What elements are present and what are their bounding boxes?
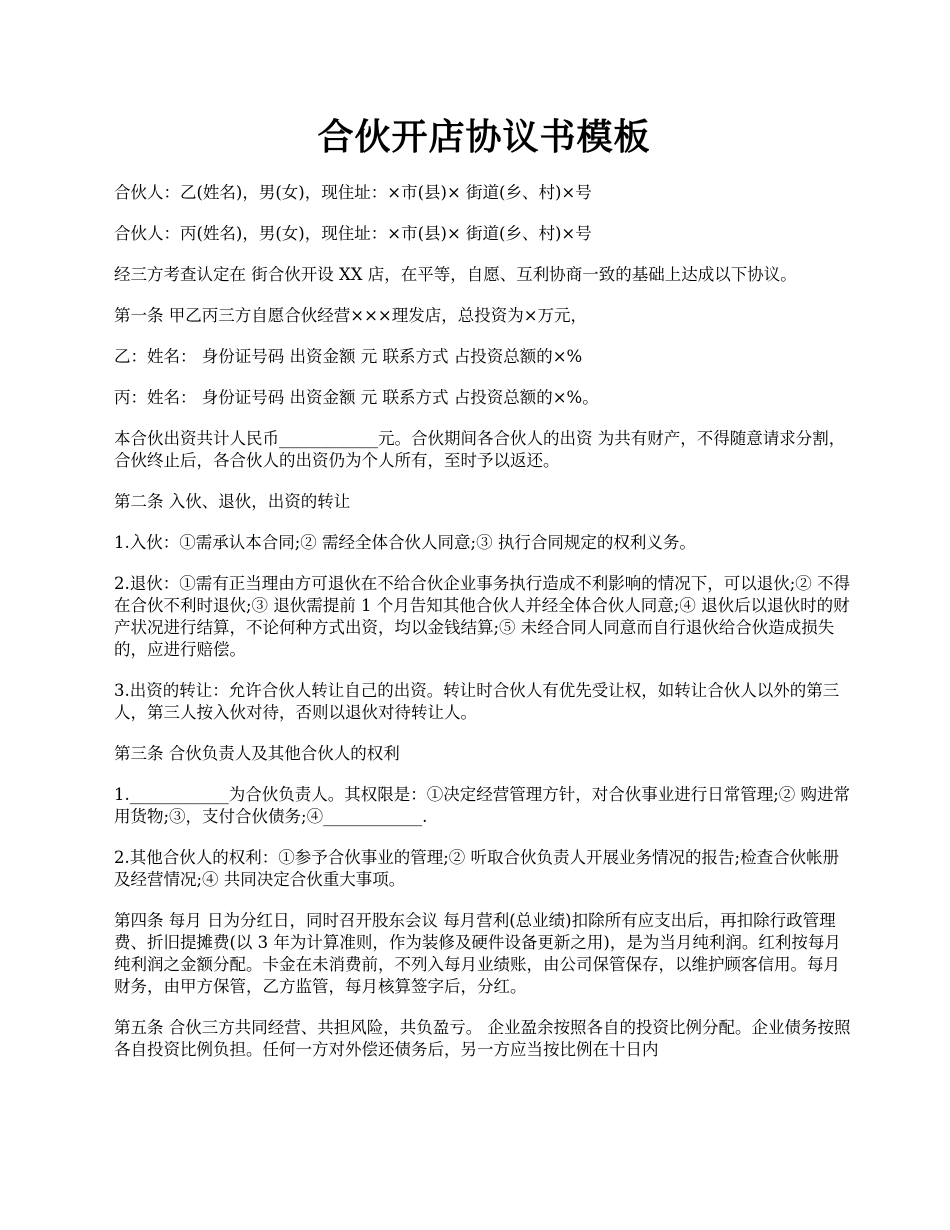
document-page xyxy=(114,112,854,1080)
withdrawal-clause: 2.退伙：①需有正当理由方可退伙在不给合伙企业事务执行造成不利影响的情况下，可以退伙;② 不得在合伙不利时退伙;③ 退伙需提前 1 个月告知其他合伙人并经全体合伙人同意;④ 退伙后以退伙时的财产状况进行结算，不论何种方式出资，均以金钱结算;⑤ 未经合同人同意而自行退伙给合伙造成损失的，应进行赔偿。 xyxy=(114,574,851,659)
total-capital-clause: 本合伙出资共计人民币____________元。合伙期间各合伙人的出资 为共有财产，不得随意请求分割，合伙终止后，各合伙人的出资仍为个人所有，至时予以返还。 xyxy=(114,429,846,470)
article-5-risk-sharing: 第五条 合伙三方共同经营、共担风险，共负盈亏。 企业盈余按照各自的投资比例分配。企业债务按照各自投资比例负担。任何一方对外偿还债务后，另一方应当按比例在十日内 xyxy=(114,1018,851,1059)
agreement-preamble: 经三方考查认定在 街合伙开设 XX 店，在平等，自愿、互利协商一致的基础上达成以下协议。 xyxy=(114,265,797,284)
article-2-heading: 第二条 入伙、退伙，出资的转让 xyxy=(114,492,351,511)
partner-c-investment: 丙：姓名： 身份证号码 出资金额 元 联系方式 占投资总额的×%。 xyxy=(114,388,599,407)
article-3-heading: 第三条 合伙负责人及其他合伙人的权利 xyxy=(114,744,400,763)
document-title: 合伙开店协议书模板 xyxy=(317,116,651,158)
article-4-dividends: 第四条 每月 日为分红日，同时召开股东会议 每月营利(总业绩)扣除所有应支出后，再扣除行政管理费、折旧提摊费(以 3 年为计算准则，作为装修及硬件设备更新之用)，是为当月纯利润。红利按每月纯利润之金额分配。卡金在未消费前，不列入每月业绩账，由公司保管保存，以维护顾客信用。每月财务，由甲方保管，乙方监管，每月核算签字后，分红。 xyxy=(114,911,841,996)
partner-rights-clause: 2.其他合伙人的权利：①参予合伙事业的管理;② 听取合伙负责人开展业务情况的报告;检查合伙帐册及经营情况;④ 共同决定合伙重大事项。 xyxy=(114,848,840,889)
capital-transfer-clause: 3.出资的转让：允许合伙人转让自己的出资。转让时合伙人有优先受让权，如转让合伙人以外的第三人，第三人按入伙对待，否则以退伙对待转让人。 xyxy=(114,681,840,722)
partner-c-info: 合伙人：丙(姓名)，男(女)，现住址：×市(县)× 街道(乡、村)×号 xyxy=(114,224,592,243)
manager-authority-clause: 1.____________为合伙负责人。其权限是：①决定经营管理方针，对合伙事业进行日常管理;② 购进常用货物;③，支付合伙债务;④____________. xyxy=(114,785,851,826)
joining-clause: 1.入伙：①需承认本合同;② 需经全体合伙人同意;③ 执行合同规定的权利义务。 xyxy=(114,533,696,552)
partner-b-info: 合伙人：乙(姓名)，男(女)，现住址：×市(县)× 街道(乡、村)×号 xyxy=(114,183,592,202)
partner-b-investment: 乙：姓名： 身份证号码 出资金额 元 联系方式 占投资总额的×% xyxy=(114,347,583,366)
article-1-heading: 第一条 甲乙丙三方自愿合伙经营×××理发店，总投资为×万元， xyxy=(114,306,588,325)
